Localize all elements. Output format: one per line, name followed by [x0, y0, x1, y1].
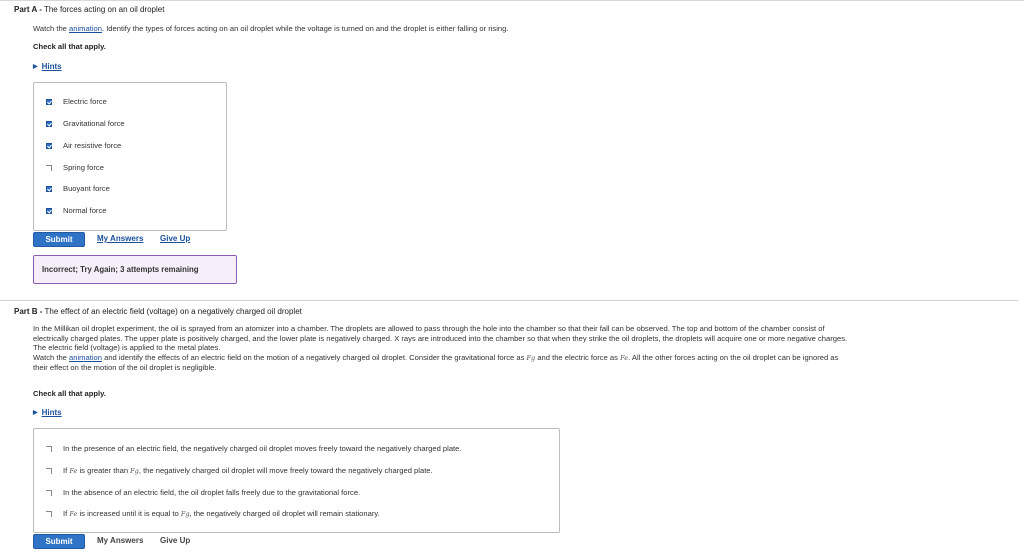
part-a-feedback-box: Incorrect; Try Again; 3 attempts remaining: [33, 255, 237, 284]
part-a-animation-link[interactable]: animation: [69, 24, 102, 33]
part-b-give-up-link[interactable]: Give Up: [160, 536, 191, 545]
part-b-title: Part B - The effect of an electric field (voltage) on a negatively charged oil droplet: [14, 307, 302, 316]
option-electric-force[interactable]: Electric force: [46, 97, 107, 106]
part-b-my-answers-link[interactable]: My Answers: [97, 536, 144, 545]
checkbox-checked-icon[interactable]: [46, 143, 52, 149]
part-a-my-answers-link[interactable]: My Answers: [97, 234, 144, 243]
option-air-resistive-force[interactable]: Air resistive force: [46, 141, 121, 150]
option-buoyant-force[interactable]: Buoyant force: [46, 184, 110, 193]
part-b-option-4[interactable]: If Fe is increased until it is equal to Fg, the negatively charged oil droplet will remain stationary.: [46, 509, 380, 518]
option-normal-force[interactable]: Normal force: [46, 206, 106, 215]
checkbox-checked-icon[interactable]: [46, 99, 52, 105]
checkbox-unchecked-icon[interactable]: [46, 490, 52, 496]
checkbox-unchecked-icon[interactable]: [46, 446, 52, 452]
part-b-options-box: [33, 428, 560, 533]
part-a-give-up-link[interactable]: Give Up: [160, 234, 191, 243]
part-b-animation-link[interactable]: animation: [69, 352, 102, 362]
expand-triangle-icon: ▶: [33, 64, 38, 70]
checkbox-unchecked-icon[interactable]: [46, 468, 52, 474]
part-b-option-1[interactable]: In the presence of an electric field, the negatively charged oil droplet moves freely toward the negatively charged plate.: [46, 444, 461, 453]
part-a-title: Part A - The forces acting on an oil droplet: [14, 5, 165, 14]
fg-symbol: Fg: [526, 353, 536, 362]
part-b-option-3[interactable]: In the absence of an electric field, the oil droplet falls freely due to the gravitational force.: [46, 488, 360, 497]
checkbox-checked-icon[interactable]: [46, 186, 52, 192]
expand-triangle-icon: ▶: [33, 410, 38, 416]
part-b-hints-link[interactable]: ▶ Hints: [33, 408, 62, 417]
top-border: [0, 0, 1024, 1]
part-b-check-all: Check all that apply.: [33, 389, 106, 398]
checkbox-unchecked-icon[interactable]: [46, 165, 52, 171]
part-b-watch-line: Watch the animation and identify the effects of an electric field on the motion of a negatively charged oil droplet. Consider the gravitational force as Fg and the electric force as Fe. All the other forces acting on the oil droplet can be ignored as: [33, 352, 839, 362]
part-a-submit-button[interactable]: Submit: [33, 232, 85, 247]
option-spring-force[interactable]: Spring force: [46, 163, 104, 172]
option-gravitational-force[interactable]: Gravitational force: [46, 119, 125, 128]
checkbox-unchecked-icon[interactable]: [46, 511, 52, 517]
section-divider: [0, 300, 1018, 301]
part-a-options-box: [33, 82, 227, 231]
part-b-submit-button[interactable]: Submit: [33, 534, 85, 549]
fe-symbol: Fe: [620, 353, 629, 362]
checkbox-checked-icon[interactable]: [46, 121, 52, 127]
part-b-option-2[interactable]: If Fe is greater than Fg, the negatively charged oil droplet will move freely toward the negatively charged plate.: [46, 466, 433, 475]
checkbox-checked-icon[interactable]: [46, 208, 52, 214]
part-a-hints-link[interactable]: ▶ Hints: [33, 62, 62, 71]
part-a-instructions: Watch the animation. Identify the types of forces acting on an oil droplet while the voltage is turned on and the droplet is either falling or rising.: [33, 24, 509, 33]
part-b-paragraph: In the Millikan oil droplet experiment, the oil is sprayed from an atomizer into a chamber. The droplets are allowed to pass through the hole into the chamber so that their fall can be observed. The top and bottom of the chamber consist of electrically charged plates. The upper plate is positively charged, and the lower plate is negatively charged. X rays are introduced into the chamber so that when they strike the oil droplets, the droplets will acquire one or more negative charges. The electric field (voltage) is applied to the metal plates. Watch the animation and identify the effects of an electric field on the motion of a negatively charged oil droplet. Consider the gravitational force as Fg and the electric force as Fe. All the other forces acting on the oil droplet can be ignored as their effect on the motion of the oil droplet is negligible.: [33, 324, 1018, 373]
part-a-check-all: Check all that apply.: [33, 42, 106, 51]
